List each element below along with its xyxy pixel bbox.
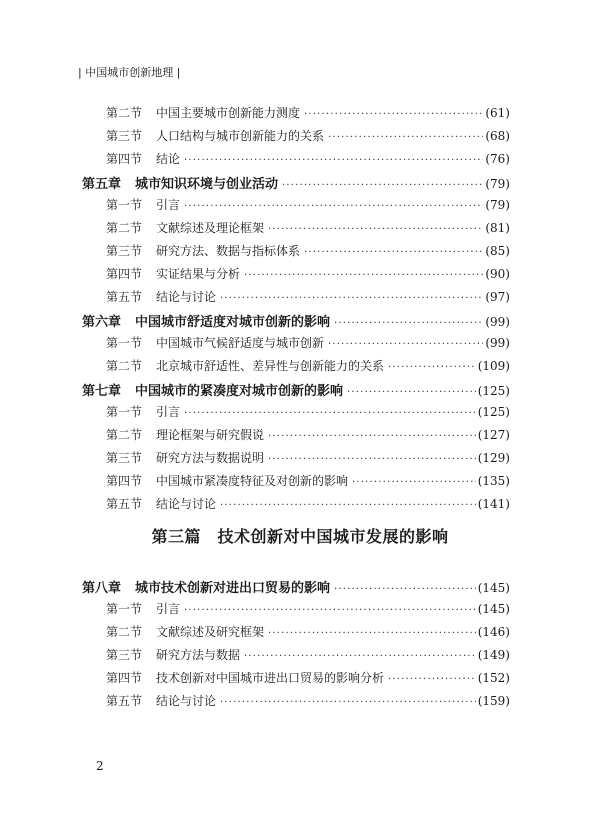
toc-section-entry [106,357,510,374]
toc-entry-label: 第六章 [82,315,122,330]
toc-section-entry [106,449,510,466]
toc-entry-title: 研究方法、数据与指标体系 [156,244,301,258]
toc-entry-label: 第四节 [106,267,143,281]
toc-section-entry [106,646,510,663]
toc-entry-title: 城市知识环境与创业活动 [135,177,279,192]
leader-dots [184,605,476,616]
leader-dots [352,477,476,488]
toc-entry-label: 第一节 [106,405,143,419]
toc-entry-title: 中国主要城市创新能力测度 [156,106,301,120]
toc-section-entry [106,426,510,443]
toc-entry-label: 第三节 [106,129,143,143]
running-head: | 中国城市创新地理 | [78,66,181,79]
toc-entry-title: 结论与讨论 [156,694,217,708]
toc-section-entry [106,104,510,121]
toc-section-entry [106,495,510,512]
toc-entry-title: 中国城市紧凑度特征及对创新的影响 [156,474,349,488]
toc-section-entry [106,334,510,351]
leader-dots [184,408,476,419]
toc-entry-label: 第八章 [82,581,122,596]
toc-section-entry [106,242,510,259]
toc-section-entry [106,196,510,213]
toc-entry-label: 第二节 [106,359,143,373]
leader-dots [220,293,483,304]
leader-dots [184,201,483,212]
toc-entry-title: 技术创新对中国城市进出口贸易的影响分析 [156,671,385,685]
leader-dots [268,454,476,465]
toc-entry-label: 第三节 [106,648,143,662]
toc-entry-title: 人口结构与城市创新能力的关系 [156,129,325,143]
leader-dots [220,500,476,511]
leader-dots [334,584,476,595]
toc-entry-label: 第二节 [106,221,143,235]
toc-entry-title: 研究方法与数据 [156,648,241,662]
leader-dots [184,155,483,166]
toc-entry-page: (159) [477,694,510,708]
toc-entry-title: 文献综述及理论框架 [156,221,265,235]
toc-entry-title: 北京城市舒适性、差异性与创新能力的关系 [156,359,385,373]
toc-entry-label: 第三节 [106,451,143,465]
toc-section-entry [106,127,510,144]
toc-entry-label: 第五节 [106,497,143,511]
toc-entry-page: (85) [485,244,510,258]
toc-entry-title: 理论框架与研究假说 [156,428,265,442]
toc-entry-title: 中国城市气候舒适度与城市创新 [156,336,325,350]
toc-entry-label: 第四节 [106,152,143,166]
toc-entry-title: 引言 [156,602,181,616]
toc-entry-page: (135) [477,474,510,488]
toc-section-entry [106,403,510,420]
leader-dots [268,224,483,235]
leader-dots [268,628,476,639]
toc-entry-page: (145) [477,581,510,595]
toc-entry-page: (61) [485,106,510,120]
toc-entry-title: 城市技术创新对进出口贸易的影响 [135,581,331,596]
leader-dots [268,431,476,442]
toc-entry-label: 第三节 [106,244,143,258]
toc-entry-label: 第二节 [106,625,143,639]
leader-dots [388,674,476,685]
toc-chapter-entry [82,311,510,330]
toc-entry-page: (149) [477,648,510,662]
toc-entry-page: (76) [485,152,510,166]
leader-dots [347,387,476,398]
page-number: 2 [96,759,104,773]
toc-entry-page: (125) [477,405,510,419]
toc-section-entry [106,623,510,640]
toc-section-entry [106,600,510,617]
toc-entry-title: 研究方法与数据说明 [156,451,265,465]
toc-entry-label: 第一节 [106,336,143,350]
toc-entry-page: (97) [485,290,510,304]
toc-entry-page: (146) [477,625,510,639]
toc-entry-page: (125) [477,384,510,398]
toc-entry-title: 中国城市的紧凑度对城市创新的影响 [135,384,344,399]
toc-section-entry [106,288,510,305]
leader-dots [328,132,483,143]
toc-entry-title: 结论与讨论 [156,290,217,304]
leader-dots [244,270,483,281]
toc-section-entry [106,692,510,709]
toc-entry-title: 引言 [156,198,181,212]
toc-entry-title: 结论与讨论 [156,497,217,511]
toc-entry-label: 第五节 [106,290,143,304]
toc-entry-label: 第二节 [106,428,143,442]
leader-dots [388,362,476,373]
toc-entry-page: (127) [477,428,510,442]
toc-chapter-entry [82,173,510,192]
toc-entry-page: (81) [485,221,510,235]
leader-dots [304,109,483,120]
toc-entry-label: 第五章 [82,177,122,192]
toc-entry-label: 第一节 [106,602,143,616]
toc-entry-title: 实证结果与分析 [156,267,241,281]
leader-dots [282,180,483,191]
toc-entry-title: 中国城市舒适度对城市创新的影响 [135,315,331,330]
toc-entry-label: 第五节 [106,694,143,708]
toc-section-entry [106,472,510,489]
leader-dots [220,697,476,708]
toc-chapter-entry [82,380,510,399]
toc-entry-page: (145) [477,602,510,616]
toc-entry-label: 第四节 [106,474,143,488]
leader-dots [334,318,483,329]
leader-dots [328,339,483,350]
toc-section-entry [106,669,510,686]
leader-dots [244,651,476,662]
toc-entry-title: 文献综述及研究框架 [156,625,265,639]
toc-entry-page: (152) [477,671,510,685]
toc-entry-page: (99) [485,315,510,329]
toc-entry-page: (79) [485,198,510,212]
toc-entry-label: 第四节 [106,671,143,685]
toc-section-entry [106,219,510,236]
toc-entry-page: (129) [477,451,510,465]
toc-entry-label: 第七章 [82,384,122,399]
toc-section-entry [106,265,510,282]
toc-entry-page: (141) [477,497,510,511]
part-title: 第三篇 技术创新对中国城市发展的影响 [151,527,449,546]
toc-entry-page: (90) [485,267,510,281]
toc-chapter-entry [82,577,510,596]
toc-entry-label: 第二节 [106,106,143,120]
toc-section-entry [106,150,510,167]
toc-entry-label: 第一节 [106,198,143,212]
toc-entry-page: (68) [485,129,510,143]
toc-entry-title: 结论 [156,152,181,166]
toc-entry-page: (109) [477,359,510,373]
toc-entry-page: (99) [485,336,510,350]
toc-entry-page: (79) [485,177,510,191]
leader-dots [304,247,483,258]
toc-entry-title: 引言 [156,405,181,419]
